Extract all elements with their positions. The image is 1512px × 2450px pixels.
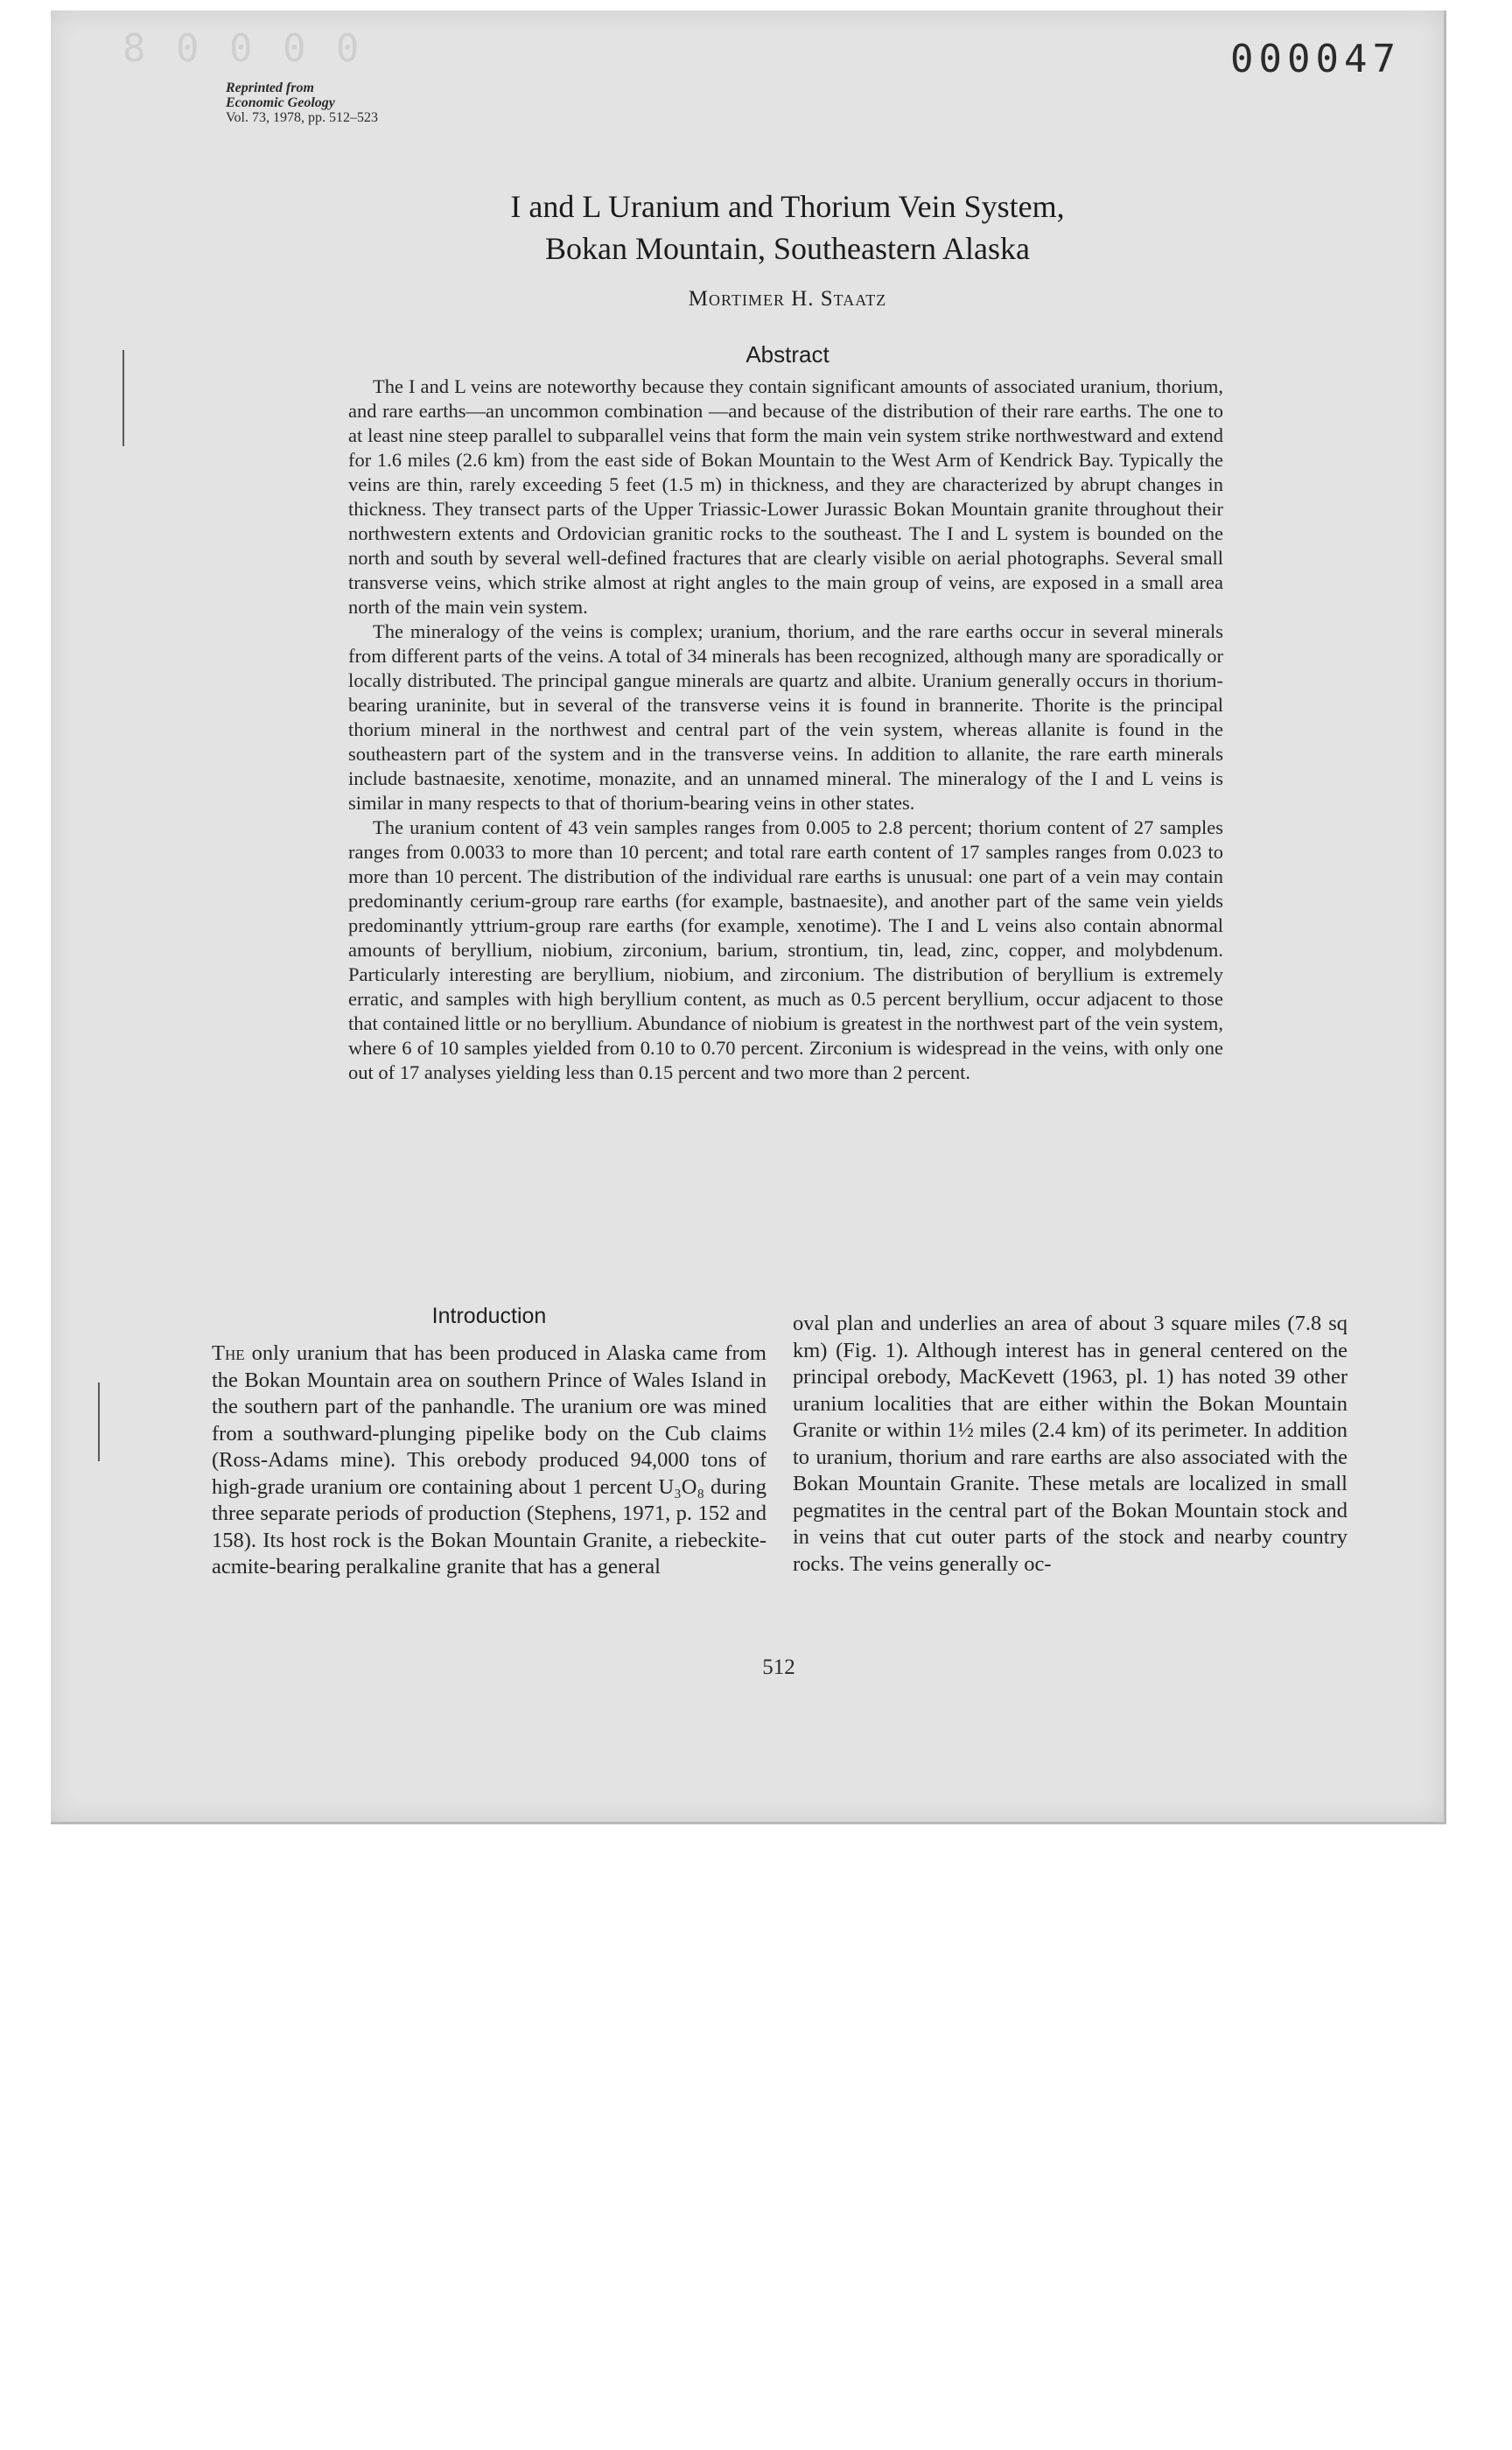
reprint-line-1: Reprinted from — [226, 80, 314, 95]
reprint-line-3: Vol. 73, 1978, pp. 512–523 — [226, 110, 378, 125]
margin-mark — [98, 1382, 100, 1461]
article-title — [332, 186, 1242, 270]
abstract-heading: Abstract — [746, 341, 830, 368]
page-number: 512 — [762, 1656, 795, 1679]
margin-mark — [122, 350, 124, 446]
abstract-paragraph: The uranium content of 43 vein samples ranges from 0.005 to 2.8 percent; thorium content of 27 samples ranges from 0.0033 to more than 10 percent; and total rare earth content of 17 samples ranges from 0.023 to more than 10 percent. The distribution of the individual rare earths is unusual: one part of a vein may contain predominantly cerium-group rare earths (for example, bastnaesite), and another part of the same vein yields predominantly yttrium-group rare earths (for example, xenotime). The I and L veins also contain abnormal amounts of beryllium, niobium, zirconium, barium, strontium, tin, lead, zinc, copper, and molybdenum. Particularly interesting are beryllium, niobium, and zirconium. The distribution of beryllium is extremely erratic, and samples with high beryllium content, as much as 0.5 percent beryllium, occur adjacent to those that contained little or no beryllium. Abundance of niobium is greatest in the northwest part of the vein system, where 6 of 10 samples yielded from 0.10 to 0.70 percent. Zirconium is widespread in the veins, with only one out of 17 analyses yielding less than 0.15 percent and two more than 2 percent. — [348, 816, 1223, 1083]
introduction-left-column — [212, 1340, 766, 1581]
introduction-text: only uranium that has been produced in Alaska came from the Bokan Mountain area on southern Prince of Wales Island in the southern part of the panhandle. The uranium ore was mined from a southward-plunging pipelike body on the Cub claims (Ross-Adams mine). This orebody produced 94,000 tons of high-grade uranium ore containing about 1 percent U₃O₈ during three separate periods of production (Stephens, 1971, p. 152 and 158). Its host rock is the Bokan Mountain Granite, a riebeckite-acmite-bearing peralkaline granite that has a general — [212, 1341, 766, 1578]
document-number: 000047 — [1230, 37, 1401, 81]
introduction-right-column — [793, 1311, 1348, 1578]
faint-stamp: 8 0 0 0 0 — [122, 26, 363, 71]
title-line-2: Bokan Mountain, Southeastern Alaska — [545, 231, 1030, 266]
introduction-heading: Introduction — [431, 1304, 547, 1328]
abstract-paragraph: The I and L veins are noteworthy because they contain significant amounts of associated uranium, thorium, and rare earths—an uncommon combination —and because of the distribution of their rare earths. The one to at least nine steep parallel to subparallel veins that form the main vein system strike northwestward and extend for 1.6 miles (2.6 km) from the east side of Bokan Mountain to the West Arm of Kendrick Bay. Typically the veins are thin, rarely exceeding 5 feet (1.5 m) in thickness, and they are characterized by abrupt changes in thickness. They transect parts of the Upper Triassic-Lower Jurassic Bokan Mountain granite throughout their northwestern extents and Ordovician granitic rocks to the southeast. The I and L system is bounded on the north and south by several well-defined fractures that are clearly visible on aerial photographs. Several small transverse veins, which strike almost at right angles to the main group of veins, are exposed in a small area north of the main vein system. — [348, 375, 1223, 618]
reprint-note — [226, 80, 378, 125]
abstract-paragraph: The mineralogy of the veins is complex; uranium, thorium, and the rare earths occur in several minerals from different parts of the veins. A total of 34 minerals has been recognized, although many are sporadically or locally distributed. The principal gangue minerals are quartz and albite. Uranium generally occurs in thorium-bearing uraninite, but in several of the transverse veins it is found in brannerite. Thorite is the principal thorium mineral in the northwest and central part of the vein system, whereas allanite is found in the southeastern part of the system and in the transverse veins. In addition to allanite, the rare earth minerals include bastnaesite, xenotime, monazite, and an unnamed mineral. The mineralogy of the I and L veins is similar in many respects to that of thorium-bearing veins in other states. — [348, 620, 1223, 814]
author-name: Mortimer H. Staatz — [688, 287, 887, 311]
introduction-paragraph — [212, 1340, 766, 1581]
abstract-body — [348, 374, 1223, 1085]
reprint-line-2: Economic Geology — [226, 95, 335, 110]
introduction-paragraph: oval plan and underlies an area of about 3 square miles (7.8 sq km) (Fig. 1). Although interest has in general centered on the principal orebody, MacKevett (1963, pl. 1) has noted 39 other uranium localities that are either within the Bokan Mountain Granite or within 1½ miles (2.4 km) of its perimeter. In addition to uranium, thorium and rare earths are also associated with the Bokan Mountain Granite. These metals are localized in small pegmatites in the central part of the Bokan Mountain stock and in veins that cut outer parts of the stock and nearby country rocks. The veins generally oc- — [793, 1312, 1348, 1576]
title-line-1: I and L Uranium and Thorium Vein System, — [510, 189, 1065, 224]
lead-word: The — [212, 1341, 245, 1365]
